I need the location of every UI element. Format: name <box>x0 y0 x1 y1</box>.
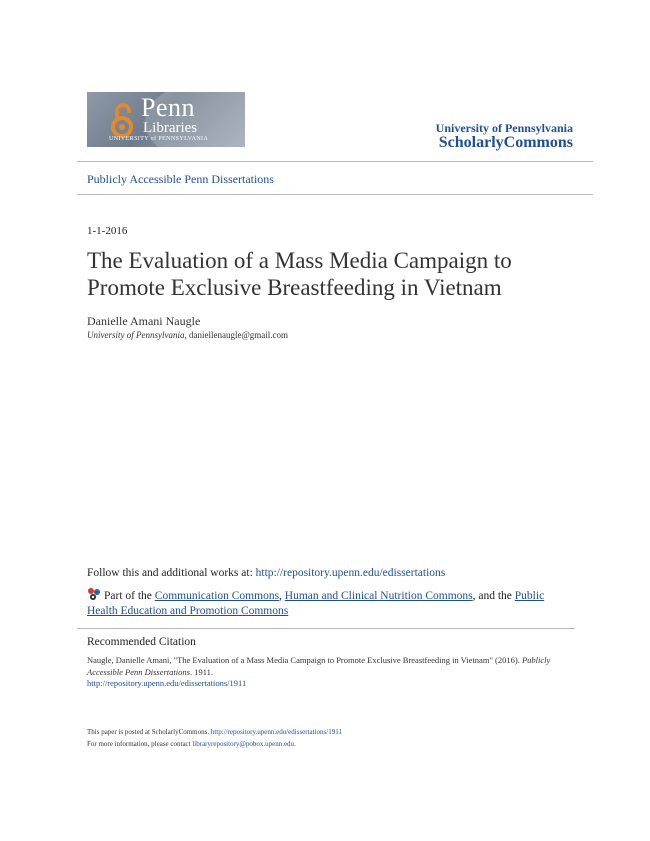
nutrition-commons-link[interactable]: Human and Clinical Nutrition Commons <box>284 590 473 602</box>
citation-divider <box>77 628 575 629</box>
collection-link[interactable]: Publicly Accessible Penn Dissertations <box>87 172 274 186</box>
follow-url-link[interactable]: http://repository.upenn.edu/edissertations <box>255 567 446 579</box>
citation-number: . 1911. <box>189 666 213 677</box>
footer-contact-line <box>87 740 296 748</box>
collection-divider <box>77 194 593 195</box>
citation-text <box>87 655 567 690</box>
part-of-line <box>87 587 577 619</box>
page-title: The Evaluation of a Mass Media Campaign to Promote Exclusive Breastfeeding in Vietnam <box>87 248 512 300</box>
footer-contact-email-link[interactable]: libraryrepository@pobox.upenn.edu <box>192 740 295 748</box>
follow-label: Follow this and additional works at: <box>87 567 256 579</box>
follow-line <box>87 567 445 579</box>
author-affiliation <box>87 330 288 340</box>
affiliation-email: , daniellenaugle@gmail.com <box>184 330 288 340</box>
communication-commons-link[interactable]: Communication Commons <box>154 590 280 602</box>
footer-posted-text: This paper is posted at ScholarlyCommons. <box>87 728 211 736</box>
footer-info-text: For more information, please contact <box>87 740 193 748</box>
part-of-sep2: , and the <box>472 590 515 602</box>
logo-university-text: UNIVERSITY of PENNSYLVANIA <box>109 136 209 142</box>
footer-info-end: . <box>294 740 296 748</box>
footer-posted-line <box>87 728 342 736</box>
brand-university-link[interactable]: University of Pennsylvania <box>435 121 573 135</box>
citation-body: Naugle, Danielle Amani, "The Evaluation of a Mass Media Campaign to Promote Exclusive Breastfeeding in Vietnam" (2016). <box>87 655 522 665</box>
brand-scholarlycommons-link[interactable]: ScholarlyCommons <box>438 134 573 151</box>
author-name: Danielle Amani Naugle <box>87 314 201 328</box>
citation-url-link[interactable]: http://repository.upenn.edu/edissertations/1911 <box>87 678 247 688</box>
recommended-citation-heading: Recommended Citation <box>87 636 196 648</box>
part-of-prefix: Part of the <box>104 590 155 602</box>
citation-series: Publicly Accessible Penn Dissertations <box>87 655 551 677</box>
part-of-sep1: , <box>279 590 285 602</box>
public-health-commons-link[interactable]: Public Health Education and Promotion Commons <box>87 590 545 617</box>
penn-libraries-logo[interactable] <box>87 92 245 147</box>
affiliation-institution: University of Pennsylvania <box>87 330 185 340</box>
logo-penn-text: Penn <box>141 93 195 122</box>
publication-date: 1-1-2016 <box>87 225 128 237</box>
open-access-icon <box>109 102 135 138</box>
network-icon <box>87 587 101 601</box>
footer-posted-url-link[interactable]: http://repository.upenn.edu/edissertations/1911 <box>210 728 342 736</box>
logo-libraries-text: Libraries <box>143 120 198 136</box>
header-divider <box>77 161 593 162</box>
